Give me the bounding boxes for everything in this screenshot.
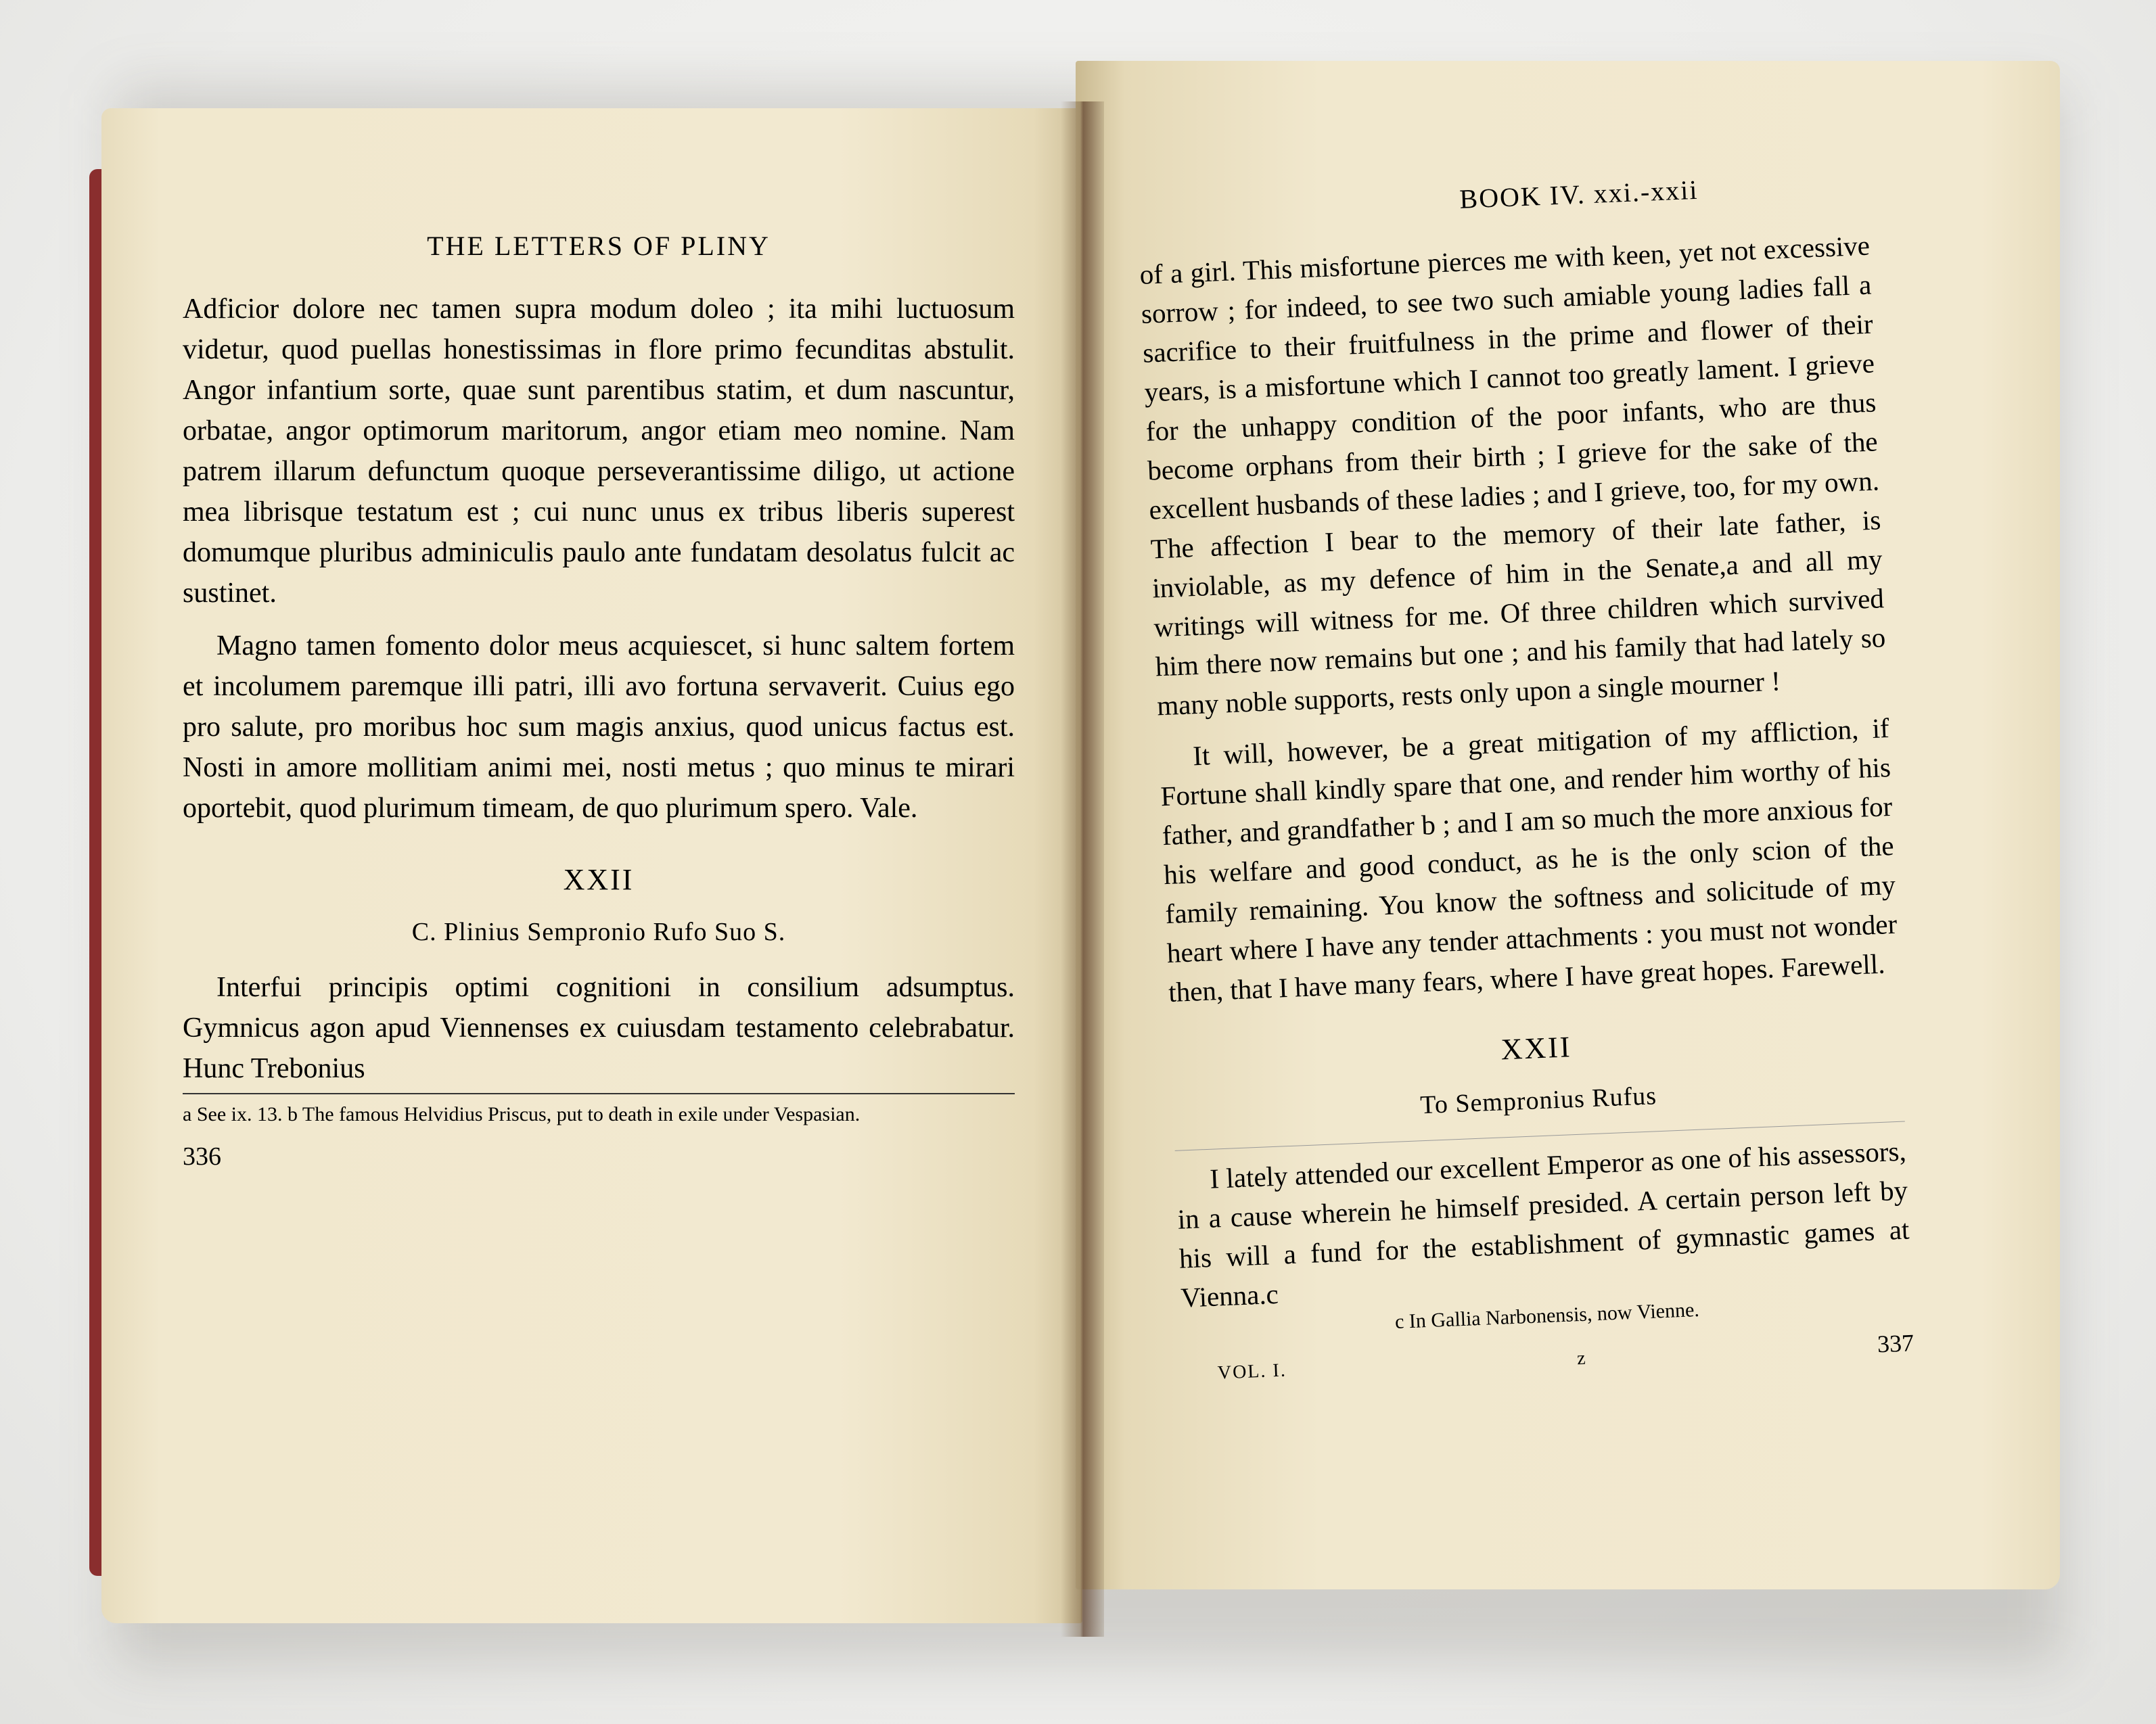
right-paragraph-3: I lately attended our excellent Emperor as one of his assessors, in a cause wherein he himself presided. A certain person left by his will a fund for the establishment of gymnastic games at Vienna.c	[1176, 1135, 1910, 1313]
book-gutter	[1061, 101, 1104, 1637]
left-folio: 336	[183, 1142, 221, 1171]
left-running-head: THE LETTERS OF PLINY	[427, 231, 771, 261]
right-running-head: BOOK IV. xxi.-xxii	[1459, 174, 1699, 214]
left-paragraph-1: Adficior dolore nec tamen supra modum doleo ; ita mihi luctuosum videtur, quod puellas honestissimas in flore primo fecunditas abstulit. Angor infantium sorte, quae sunt parentibus statim, et dum nascuntur, orbatae, angor optimorum maritorum, angor etiam meo nomine. Nam patrem illarum defunctum quoque perseverantissime diligo, ut actione mea librisque testatum est ; cui nunc unus ex tribus liberis superest domumque pluribus adminiculis paulo ante fundatam desolatus fulcit ac sustinet.	[183, 294, 1015, 609]
left-footnote-rule	[183, 1093, 1015, 1128]
right-folio: 337	[1877, 1329, 1914, 1358]
right-paragraph-1: of a girl. This misfortune pierces me with keen, yet not excessive sorrow ; for indeed, to see two such amiable young ladies fall a sacrifice to their fruitfulness in the prime and flower of their years, is a misfortune which I cannot too greatly lament. I grieve for the unhappy condition of the poor infants, who are thus become orphans from their birth ; I grieve for the sake of the excellent husbands of these ladies ; and I grieve, too, for my own. The affection I bear to the memory of their late father, is inviolable, as my defence of him in the Senate,a and all my writings will witness for me. Of three children which survived him there now remains but one ; and his family that had lately so many noble supports, rests only upon a single mourner !	[1139, 229, 1886, 722]
right-page-text	[1137, 167, 1914, 1387]
left-letter-number: XXII	[563, 863, 635, 896]
left-footnote: a See ix. 13. b The famous Helvidius Priscus, put to death in exile under Vespasian.	[183, 1103, 861, 1125]
right-footnote: c In Gallia Narbonensis, now Vienne.	[1394, 1298, 1700, 1333]
right-paragraph-2: It will, however, be a great mitigation of my affliction, if Fortune shall kindly spare that one, and render him worthy of his father, and grandfather b ; and I am so much the more anxious for his welfare and good conduct, as he is the only scion of the family remaining. You know the softness and solicitude of my heart where I have any tender attachments : you must not wonder then, that I have many fears, where I have great hopes. Farewell.	[1160, 712, 1898, 1008]
right-signature: VOL. I.	[1217, 1359, 1287, 1384]
left-paragraph-3: Interfui principis optimi cognitioni in consilium adsumptus. Gymnicus agon apud Viennenses ex cuiusdam testamento celebrabatur. Hunc Trebonius	[183, 972, 1015, 1084]
right-signature-mark: z	[1576, 1347, 1588, 1370]
left-letter-heading: C. Plinius Sempronio Rufo Suo S.	[411, 918, 786, 946]
left-paragraph-2: Magno tamen fomento dolor meus acquiescet, si hunc saltem fortem et incolumem paremque illi patri, illi avo fortuna servaverit. Cuius ego pro salute, pro moribus hoc sum magis anxius, quod unicus factus est. Nosti in amore mollitiam animi mei, nosti metus ; quo minus te mirari oportebit, quod plurimum timeam, de quo plurimum spero. Vale.	[183, 630, 1015, 824]
right-letter-heading: To Sempronius Rufus	[1419, 1081, 1657, 1120]
right-letter-number: XXII	[1500, 1030, 1573, 1067]
left-page-text	[183, 230, 1015, 1171]
